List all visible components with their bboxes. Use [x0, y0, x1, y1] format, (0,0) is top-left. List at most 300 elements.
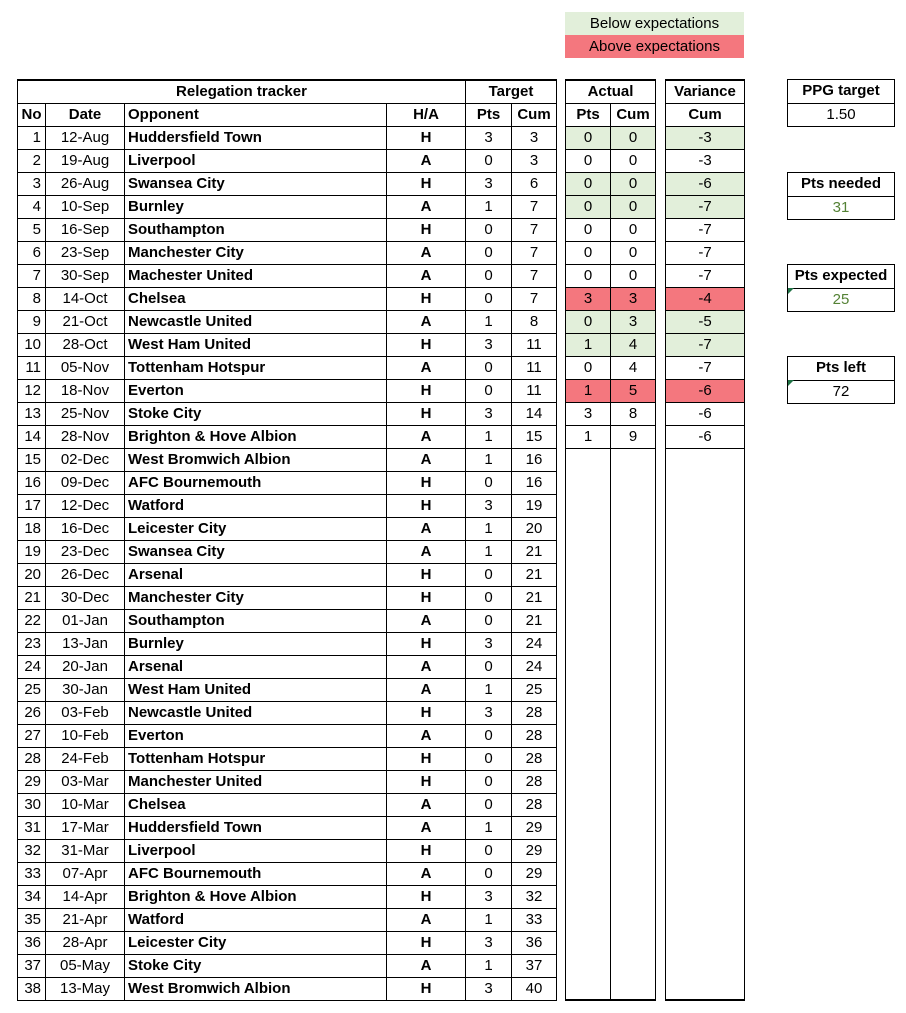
home-away-cell[interactable]: H: [387, 701, 466, 724]
match-no-cell[interactable]: 11: [18, 356, 46, 379]
actual-cum-cell[interactable]: [611, 862, 656, 885]
home-away-cell[interactable]: H: [387, 885, 466, 908]
date-cell[interactable]: 03-Feb: [46, 701, 125, 724]
actual-pts-cell[interactable]: [566, 701, 611, 724]
home-away-cell[interactable]: A: [387, 425, 466, 448]
variance-cum-cell[interactable]: [666, 908, 745, 931]
opponent-cell[interactable]: Southampton: [125, 218, 387, 241]
actual-pts-cell[interactable]: [566, 448, 611, 471]
opponent-cell[interactable]: Swansea City: [125, 172, 387, 195]
opponent-cell[interactable]: Chelsea: [125, 287, 387, 310]
date-cell[interactable]: 01-Jan: [46, 609, 125, 632]
opponent-cell[interactable]: Liverpool: [125, 149, 387, 172]
date-cell[interactable]: 16-Dec: [46, 517, 125, 540]
date-cell[interactable]: 19-Aug: [46, 149, 125, 172]
target-cum-cell[interactable]: 11: [512, 379, 557, 402]
actual-pts-cell[interactable]: 0: [566, 218, 611, 241]
actual-pts-cell[interactable]: 0: [566, 264, 611, 287]
actual-pts-cell[interactable]: [566, 862, 611, 885]
home-away-cell[interactable]: H: [387, 931, 466, 954]
opponent-cell[interactable]: Huddersfield Town: [125, 126, 387, 149]
actual-cum-cell[interactable]: [611, 885, 656, 908]
opponent-cell[interactable]: Newcastle United: [125, 310, 387, 333]
match-no-cell[interactable]: 1: [18, 126, 46, 149]
actual-cum-cell[interactable]: [611, 609, 656, 632]
date-cell[interactable]: 28-Oct: [46, 333, 125, 356]
match-no-cell[interactable]: 4: [18, 195, 46, 218]
match-no-cell[interactable]: 17: [18, 494, 46, 517]
match-no-cell[interactable]: 2: [18, 149, 46, 172]
target-cum-cell[interactable]: 16: [512, 448, 557, 471]
match-no-cell[interactable]: 26: [18, 701, 46, 724]
actual-pts-cell[interactable]: [566, 540, 611, 563]
target-pts-cell[interactable]: 0: [466, 793, 512, 816]
target-pts-cell[interactable]: 3: [466, 494, 512, 517]
home-away-cell[interactable]: H: [387, 563, 466, 586]
match-no-cell[interactable]: 35: [18, 908, 46, 931]
home-away-cell[interactable]: A: [387, 793, 466, 816]
actual-cum-cell[interactable]: 9: [611, 425, 656, 448]
actual-cum-cell[interactable]: 0: [611, 195, 656, 218]
match-no-cell[interactable]: 16: [18, 471, 46, 494]
variance-cum-cell[interactable]: -7: [666, 241, 745, 264]
target-cum-cell[interactable]: 33: [512, 908, 557, 931]
opponent-cell[interactable]: Manchester City: [125, 586, 387, 609]
date-cell[interactable]: 21-Apr: [46, 908, 125, 931]
variance-cum-cell[interactable]: -5: [666, 310, 745, 333]
actual-pts-cell[interactable]: [566, 885, 611, 908]
variance-cum-cell[interactable]: -3: [666, 126, 745, 149]
actual-cum-cell[interactable]: 0: [611, 126, 656, 149]
target-pts-cell[interactable]: 1: [466, 908, 512, 931]
actual-cum-cell[interactable]: 5: [611, 379, 656, 402]
match-no-cell[interactable]: 28: [18, 747, 46, 770]
target-cum-cell[interactable]: 7: [512, 241, 557, 264]
target-cum-cell[interactable]: 14: [512, 402, 557, 425]
actual-cum-cell[interactable]: 4: [611, 356, 656, 379]
date-cell[interactable]: 20-Jan: [46, 655, 125, 678]
target-pts-cell[interactable]: 1: [466, 816, 512, 839]
actual-cum-cell[interactable]: [611, 448, 656, 471]
date-cell[interactable]: 30-Dec: [46, 586, 125, 609]
match-no-cell[interactable]: 33: [18, 862, 46, 885]
target-cum-cell[interactable]: 7: [512, 287, 557, 310]
home-away-cell[interactable]: A: [387, 609, 466, 632]
target-pts-cell[interactable]: 1: [466, 540, 512, 563]
actual-pts-cell[interactable]: [566, 632, 611, 655]
target-pts-cell[interactable]: 0: [466, 563, 512, 586]
actual-pts-cell[interactable]: 0: [566, 172, 611, 195]
opponent-cell[interactable]: Machester United: [125, 264, 387, 287]
date-cell[interactable]: 23-Dec: [46, 540, 125, 563]
target-pts-cell[interactable]: 3: [466, 172, 512, 195]
target-pts-cell[interactable]: 0: [466, 356, 512, 379]
target-pts-cell[interactable]: 0: [466, 655, 512, 678]
actual-pts-cell[interactable]: 0: [566, 195, 611, 218]
actual-cum-cell[interactable]: [611, 701, 656, 724]
home-away-cell[interactable]: H: [387, 218, 466, 241]
target-cum-cell[interactable]: 32: [512, 885, 557, 908]
opponent-cell[interactable]: Everton: [125, 379, 387, 402]
opponent-cell[interactable]: Stoke City: [125, 402, 387, 425]
actual-pts-cell[interactable]: [566, 563, 611, 586]
match-no-cell[interactable]: 36: [18, 931, 46, 954]
actual-cum-cell[interactable]: [611, 931, 656, 954]
actual-pts-cell[interactable]: [566, 494, 611, 517]
match-no-cell[interactable]: 9: [18, 310, 46, 333]
date-cell[interactable]: 13-May: [46, 977, 125, 1000]
pts-needed-value[interactable]: 31: [832, 199, 850, 216]
target-cum-cell[interactable]: 36: [512, 931, 557, 954]
actual-cum-cell[interactable]: 0: [611, 149, 656, 172]
target-cum-cell[interactable]: 21: [512, 586, 557, 609]
variance-cum-cell[interactable]: [666, 770, 745, 793]
target-pts-cell[interactable]: 0: [466, 609, 512, 632]
target-pts-cell[interactable]: 1: [466, 517, 512, 540]
actual-pts-cell[interactable]: [566, 954, 611, 977]
opponent-cell[interactable]: Tottenham Hotspur: [125, 356, 387, 379]
pts-left-value[interactable]: 72: [832, 383, 850, 400]
actual-cum-cell[interactable]: [611, 954, 656, 977]
actual-pts-cell[interactable]: [566, 678, 611, 701]
match-no-cell[interactable]: 12: [18, 379, 46, 402]
target-cum-cell[interactable]: 28: [512, 793, 557, 816]
target-cum-cell[interactable]: 37: [512, 954, 557, 977]
date-cell[interactable]: 21-Oct: [46, 310, 125, 333]
date-cell[interactable]: 12-Aug: [46, 126, 125, 149]
target-cum-cell[interactable]: 6: [512, 172, 557, 195]
variance-cum-cell[interactable]: [666, 609, 745, 632]
actual-cum-cell[interactable]: [611, 655, 656, 678]
ppg-target-value[interactable]: 1.50: [826, 106, 856, 123]
home-away-cell[interactable]: H: [387, 839, 466, 862]
variance-cum-cell[interactable]: [666, 540, 745, 563]
actual-cum-cell[interactable]: [611, 471, 656, 494]
match-no-cell[interactable]: 6: [18, 241, 46, 264]
home-away-cell[interactable]: H: [387, 770, 466, 793]
variance-cum-cell[interactable]: [666, 448, 745, 471]
target-pts-cell[interactable]: 3: [466, 931, 512, 954]
home-away-cell[interactable]: H: [387, 287, 466, 310]
opponent-cell[interactable]: Arsenal: [125, 655, 387, 678]
target-cum-cell[interactable]: 11: [512, 356, 557, 379]
opponent-cell[interactable]: Huddersfield Town: [125, 816, 387, 839]
date-cell[interactable]: 07-Apr: [46, 862, 125, 885]
date-cell[interactable]: 26-Aug: [46, 172, 125, 195]
opponent-cell[interactable]: Arsenal: [125, 563, 387, 586]
actual-pts-cell[interactable]: [566, 471, 611, 494]
actual-pts-cell[interactable]: [566, 931, 611, 954]
match-no-cell[interactable]: 8: [18, 287, 46, 310]
target-pts-cell[interactable]: 3: [466, 632, 512, 655]
actual-cum-cell[interactable]: [611, 839, 656, 862]
home-away-cell[interactable]: A: [387, 264, 466, 287]
home-away-cell[interactable]: A: [387, 356, 466, 379]
match-no-cell[interactable]: 18: [18, 517, 46, 540]
date-cell[interactable]: 28-Nov: [46, 425, 125, 448]
match-no-cell[interactable]: 14: [18, 425, 46, 448]
target-pts-cell[interactable]: 1: [466, 310, 512, 333]
variance-cum-cell[interactable]: -4: [666, 287, 745, 310]
target-pts-cell[interactable]: 0: [466, 747, 512, 770]
target-cum-cell[interactable]: 20: [512, 517, 557, 540]
opponent-cell[interactable]: West Bromwich Albion: [125, 977, 387, 1000]
match-no-cell[interactable]: 3: [18, 172, 46, 195]
date-cell[interactable]: 14-Apr: [46, 885, 125, 908]
variance-cum-cell[interactable]: [666, 839, 745, 862]
actual-pts-cell[interactable]: [566, 839, 611, 862]
target-pts-cell[interactable]: 3: [466, 402, 512, 425]
home-away-cell[interactable]: A: [387, 816, 466, 839]
target-pts-cell[interactable]: 3: [466, 701, 512, 724]
opponent-cell[interactable]: Manchester City: [125, 241, 387, 264]
target-pts-cell[interactable]: 0: [466, 724, 512, 747]
match-no-cell[interactable]: 20: [18, 563, 46, 586]
actual-cum-cell[interactable]: [611, 793, 656, 816]
opponent-cell[interactable]: Manchester United: [125, 770, 387, 793]
actual-cum-cell[interactable]: [611, 494, 656, 517]
actual-pts-cell[interactable]: [566, 517, 611, 540]
home-away-cell[interactable]: A: [387, 908, 466, 931]
date-cell[interactable]: 17-Mar: [46, 816, 125, 839]
home-away-cell[interactable]: H: [387, 632, 466, 655]
actual-pts-cell[interactable]: [566, 908, 611, 931]
actual-pts-cell[interactable]: 0: [566, 310, 611, 333]
variance-cum-cell[interactable]: -6: [666, 172, 745, 195]
home-away-cell[interactable]: A: [387, 149, 466, 172]
target-cum-cell[interactable]: 21: [512, 540, 557, 563]
match-no-cell[interactable]: 5: [18, 218, 46, 241]
actual-cum-cell[interactable]: [611, 770, 656, 793]
match-no-cell[interactable]: 24: [18, 655, 46, 678]
home-away-cell[interactable]: A: [387, 678, 466, 701]
opponent-cell[interactable]: Watford: [125, 494, 387, 517]
actual-cum-cell[interactable]: [611, 724, 656, 747]
actual-cum-cell[interactable]: [611, 908, 656, 931]
target-cum-cell[interactable]: 28: [512, 770, 557, 793]
home-away-cell[interactable]: A: [387, 954, 466, 977]
target-pts-cell[interactable]: 0: [466, 218, 512, 241]
target-cum-cell[interactable]: 28: [512, 724, 557, 747]
variance-cum-cell[interactable]: -3: [666, 149, 745, 172]
actual-cum-cell[interactable]: [611, 517, 656, 540]
date-cell[interactable]: 03-Mar: [46, 770, 125, 793]
actual-cum-cell[interactable]: 8: [611, 402, 656, 425]
variance-cum-cell[interactable]: [666, 655, 745, 678]
target-cum-cell[interactable]: 16: [512, 471, 557, 494]
target-cum-cell[interactable]: 7: [512, 264, 557, 287]
target-pts-cell[interactable]: 0: [466, 287, 512, 310]
target-pts-cell[interactable]: 0: [466, 264, 512, 287]
match-no-cell[interactable]: 27: [18, 724, 46, 747]
variance-cum-cell[interactable]: -7: [666, 333, 745, 356]
variance-cum-cell[interactable]: -6: [666, 379, 745, 402]
match-no-cell[interactable]: 30: [18, 793, 46, 816]
home-away-cell[interactable]: H: [387, 379, 466, 402]
target-cum-cell[interactable]: 11: [512, 333, 557, 356]
actual-pts-cell[interactable]: [566, 977, 611, 1000]
variance-cum-cell[interactable]: [666, 586, 745, 609]
home-away-cell[interactable]: A: [387, 241, 466, 264]
actual-cum-cell[interactable]: [611, 678, 656, 701]
match-no-cell[interactable]: 37: [18, 954, 46, 977]
target-cum-cell[interactable]: 3: [512, 149, 557, 172]
home-away-cell[interactable]: H: [387, 126, 466, 149]
actual-pts-cell[interactable]: 3: [566, 402, 611, 425]
home-away-cell[interactable]: H: [387, 747, 466, 770]
home-away-cell[interactable]: A: [387, 310, 466, 333]
actual-cum-cell[interactable]: [611, 586, 656, 609]
date-cell[interactable]: 31-Mar: [46, 839, 125, 862]
variance-cum-cell[interactable]: [666, 494, 745, 517]
date-cell[interactable]: 23-Sep: [46, 241, 125, 264]
date-cell[interactable]: 25-Nov: [46, 402, 125, 425]
opponent-cell[interactable]: AFC Bournemouth: [125, 862, 387, 885]
variance-cum-cell[interactable]: [666, 816, 745, 839]
target-pts-cell[interactable]: 3: [466, 885, 512, 908]
target-pts-cell[interactable]: 1: [466, 678, 512, 701]
actual-pts-cell[interactable]: 0: [566, 149, 611, 172]
date-cell[interactable]: 14-Oct: [46, 287, 125, 310]
match-no-cell[interactable]: 15: [18, 448, 46, 471]
home-away-cell[interactable]: H: [387, 402, 466, 425]
target-cum-cell[interactable]: 28: [512, 701, 557, 724]
match-no-cell[interactable]: 38: [18, 977, 46, 1000]
variance-cum-cell[interactable]: [666, 471, 745, 494]
match-no-cell[interactable]: 19: [18, 540, 46, 563]
actual-cum-cell[interactable]: 3: [611, 287, 656, 310]
home-away-cell[interactable]: H: [387, 471, 466, 494]
actual-cum-cell[interactable]: 4: [611, 333, 656, 356]
actual-cum-cell[interactable]: [611, 563, 656, 586]
opponent-cell[interactable]: Southampton: [125, 609, 387, 632]
actual-pts-cell[interactable]: 3: [566, 287, 611, 310]
actual-pts-cell[interactable]: 1: [566, 425, 611, 448]
actual-cum-cell[interactable]: 0: [611, 172, 656, 195]
target-pts-cell[interactable]: 0: [466, 241, 512, 264]
match-no-cell[interactable]: 34: [18, 885, 46, 908]
opponent-cell[interactable]: Liverpool: [125, 839, 387, 862]
actual-pts-cell[interactable]: [566, 609, 611, 632]
actual-cum-cell[interactable]: 0: [611, 241, 656, 264]
pts-expected-value[interactable]: 25: [832, 291, 850, 308]
target-cum-cell[interactable]: 40: [512, 977, 557, 1000]
actual-cum-cell[interactable]: [611, 816, 656, 839]
actual-cum-cell[interactable]: 0: [611, 264, 656, 287]
home-away-cell[interactable]: H: [387, 586, 466, 609]
variance-cum-cell[interactable]: -6: [666, 425, 745, 448]
target-pts-cell[interactable]: 0: [466, 149, 512, 172]
target-pts-cell[interactable]: 3: [466, 126, 512, 149]
date-cell[interactable]: 24-Feb: [46, 747, 125, 770]
target-cum-cell[interactable]: 28: [512, 747, 557, 770]
match-no-cell[interactable]: 25: [18, 678, 46, 701]
variance-cum-cell[interactable]: [666, 885, 745, 908]
date-cell[interactable]: 18-Nov: [46, 379, 125, 402]
date-cell[interactable]: 16-Sep: [46, 218, 125, 241]
actual-pts-cell[interactable]: [566, 770, 611, 793]
target-pts-cell[interactable]: 1: [466, 195, 512, 218]
target-cum-cell[interactable]: 19: [512, 494, 557, 517]
target-cum-cell[interactable]: 21: [512, 563, 557, 586]
target-pts-cell[interactable]: 3: [466, 333, 512, 356]
variance-cum-cell[interactable]: -7: [666, 356, 745, 379]
variance-cum-cell[interactable]: -7: [666, 195, 745, 218]
target-pts-cell[interactable]: 0: [466, 839, 512, 862]
target-cum-cell[interactable]: 29: [512, 816, 557, 839]
opponent-cell[interactable]: Everton: [125, 724, 387, 747]
actual-cum-cell[interactable]: [611, 977, 656, 1000]
home-away-cell[interactable]: A: [387, 448, 466, 471]
actual-pts-cell[interactable]: [566, 724, 611, 747]
opponent-cell[interactable]: Brighton & Hove Albion: [125, 885, 387, 908]
date-cell[interactable]: 05-May: [46, 954, 125, 977]
target-cum-cell[interactable]: 24: [512, 655, 557, 678]
actual-pts-cell[interactable]: 1: [566, 379, 611, 402]
opponent-cell[interactable]: Burnley: [125, 195, 387, 218]
actual-pts-cell[interactable]: [566, 816, 611, 839]
opponent-cell[interactable]: Watford: [125, 908, 387, 931]
target-cum-cell[interactable]: 8: [512, 310, 557, 333]
actual-pts-cell[interactable]: [566, 655, 611, 678]
actual-pts-cell[interactable]: 0: [566, 356, 611, 379]
date-cell[interactable]: 10-Feb: [46, 724, 125, 747]
variance-cum-cell[interactable]: -6: [666, 402, 745, 425]
target-pts-cell[interactable]: 1: [466, 448, 512, 471]
opponent-cell[interactable]: Newcastle United: [125, 701, 387, 724]
target-pts-cell[interactable]: 1: [466, 954, 512, 977]
date-cell[interactable]: 12-Dec: [46, 494, 125, 517]
date-cell[interactable]: 26-Dec: [46, 563, 125, 586]
opponent-cell[interactable]: Leicester City: [125, 517, 387, 540]
actual-pts-cell[interactable]: 0: [566, 241, 611, 264]
actual-pts-cell[interactable]: 1: [566, 333, 611, 356]
home-away-cell[interactable]: A: [387, 540, 466, 563]
home-away-cell[interactable]: H: [387, 977, 466, 1000]
actual-pts-cell[interactable]: [566, 793, 611, 816]
variance-cum-cell[interactable]: [666, 862, 745, 885]
actual-pts-cell[interactable]: 0: [566, 126, 611, 149]
match-no-cell[interactable]: 21: [18, 586, 46, 609]
match-no-cell[interactable]: 22: [18, 609, 46, 632]
target-pts-cell[interactable]: 0: [466, 770, 512, 793]
target-cum-cell[interactable]: 29: [512, 839, 557, 862]
variance-cum-cell[interactable]: [666, 724, 745, 747]
variance-cum-cell[interactable]: [666, 632, 745, 655]
actual-cum-cell[interactable]: [611, 747, 656, 770]
home-away-cell[interactable]: A: [387, 195, 466, 218]
target-pts-cell[interactable]: 3: [466, 977, 512, 1000]
variance-cum-cell[interactable]: [666, 793, 745, 816]
target-cum-cell[interactable]: 25: [512, 678, 557, 701]
date-cell[interactable]: 28-Apr: [46, 931, 125, 954]
variance-cum-cell[interactable]: [666, 977, 745, 1000]
opponent-cell[interactable]: West Bromwich Albion: [125, 448, 387, 471]
target-cum-cell[interactable]: 7: [512, 195, 557, 218]
actual-cum-cell[interactable]: 3: [611, 310, 656, 333]
match-no-cell[interactable]: 32: [18, 839, 46, 862]
target-cum-cell[interactable]: 29: [512, 862, 557, 885]
actual-cum-cell[interactable]: 0: [611, 218, 656, 241]
opponent-cell[interactable]: Leicester City: [125, 931, 387, 954]
actual-pts-cell[interactable]: [566, 747, 611, 770]
opponent-cell[interactable]: Chelsea: [125, 793, 387, 816]
target-cum-cell[interactable]: 7: [512, 218, 557, 241]
actual-cum-cell[interactable]: [611, 540, 656, 563]
opponent-cell[interactable]: Burnley: [125, 632, 387, 655]
variance-cum-cell[interactable]: -7: [666, 264, 745, 287]
match-no-cell[interactable]: 31: [18, 816, 46, 839]
